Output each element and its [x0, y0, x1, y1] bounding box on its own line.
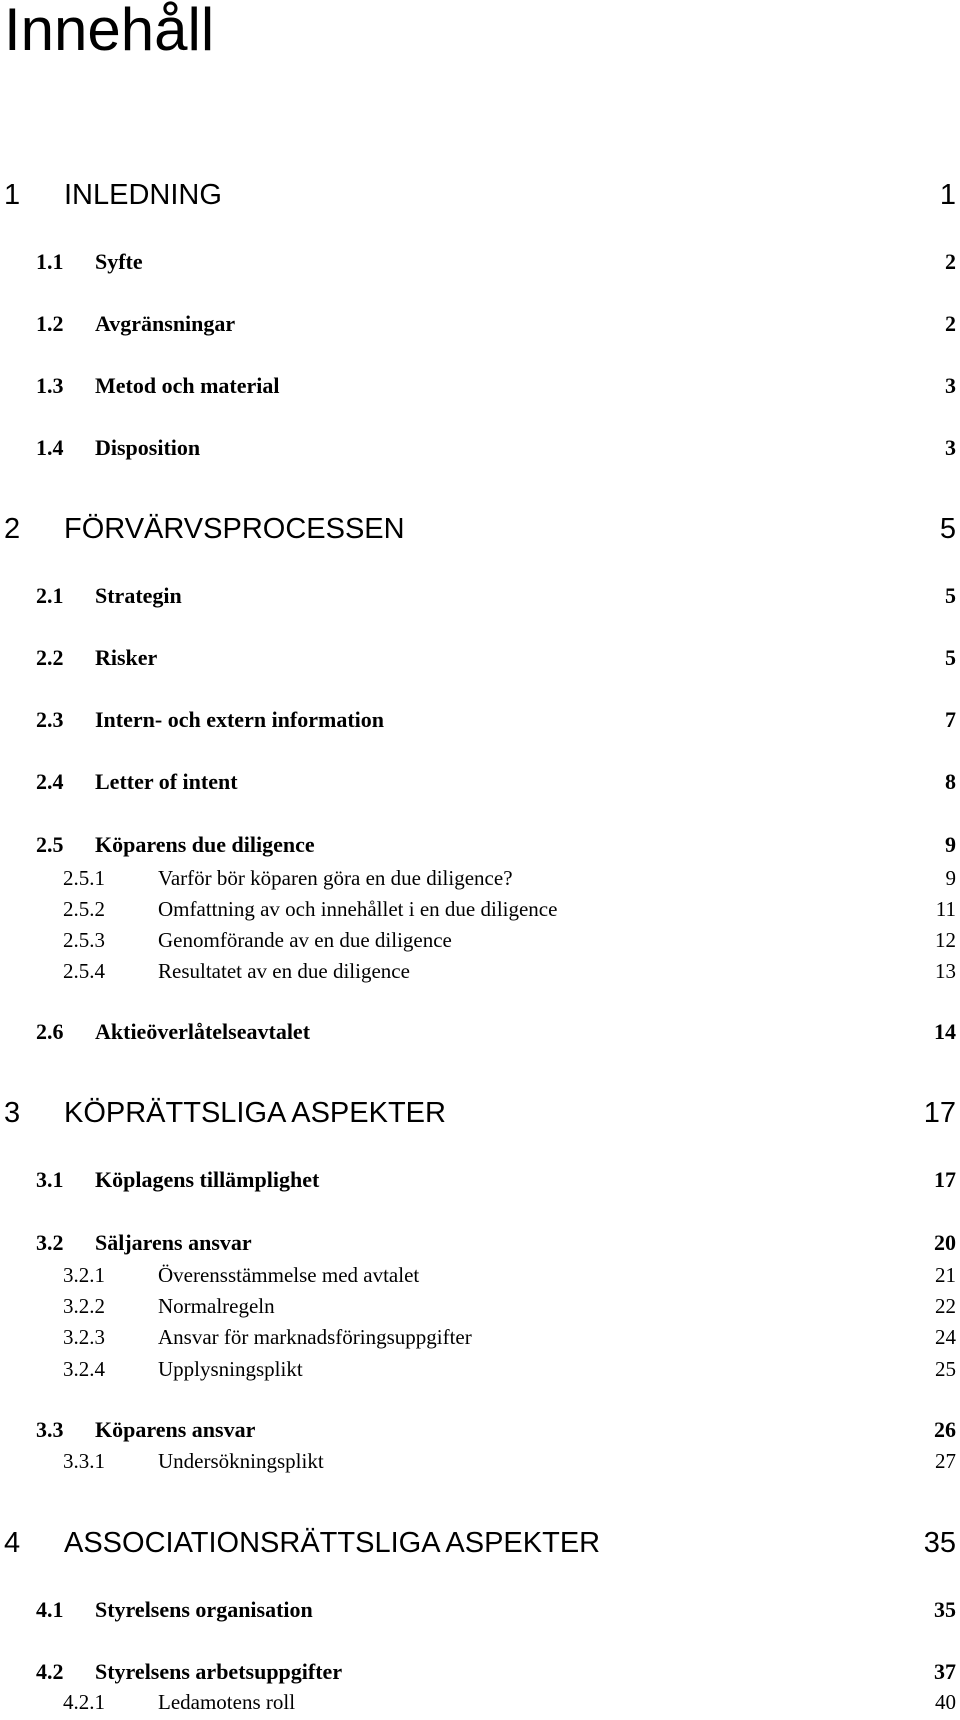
- toc-entry-number: 4.2.1: [63, 1690, 105, 1714]
- toc-entry-number: 4.2: [36, 1659, 64, 1684]
- toc-entry-page-number: 17: [923, 1097, 956, 1129]
- toc-entry-label: Genomförande av en due diligence: [158, 928, 452, 952]
- toc-entry-number: 2.5.4: [63, 959, 105, 983]
- toc-entry-level2[interactable]: [0, 702, 960, 738]
- toc-entry-page-number: 26: [934, 1417, 956, 1442]
- toc-entry-number: 3.3.1: [63, 1449, 105, 1473]
- toc-entry-number: 2.2: [36, 645, 64, 670]
- toc-entry-label: Avgränsningar: [95, 311, 236, 336]
- toc-entry-page-number: 9: [945, 866, 956, 890]
- toc-entry-level1[interactable]: [0, 1095, 960, 1131]
- toc-entry-page-number: 1: [939, 179, 956, 211]
- toc-entry-label: Köparens ansvar: [95, 1417, 256, 1442]
- toc-entry-page-number: 2: [945, 249, 956, 274]
- toc-entry-label: Upplysningsplikt: [158, 1357, 303, 1381]
- toc-entry-label: Disposition: [95, 435, 201, 460]
- toc-entry-label: Köparens due diligence: [95, 832, 315, 857]
- toc-entry-page-number: 8: [945, 769, 956, 794]
- toc-entry-number: 4.1: [36, 1597, 64, 1622]
- toc-entry-number: 2.4: [36, 769, 64, 794]
- toc-entry-page-number: 25: [935, 1357, 956, 1381]
- toc-entry-label: Resultatet av en due diligence: [158, 959, 410, 983]
- toc-entry-number: 2.5.3: [63, 928, 105, 952]
- toc-entry-label: FÖRVÄRVSPROCESSEN: [64, 513, 405, 545]
- toc-entry-label: Normalregeln: [158, 1294, 275, 1318]
- toc-entry-level2[interactable]: [0, 1014, 960, 1050]
- toc-entry-level3[interactable]: [0, 1684, 960, 1720]
- toc-entry-level2[interactable]: [0, 306, 960, 342]
- toc-entry-level2[interactable]: [0, 1162, 960, 1198]
- toc-entry-number: 2.5.2: [63, 897, 105, 921]
- toc-entry-number: 3.2.1: [63, 1263, 105, 1287]
- toc-entry-page-number: 3: [945, 373, 956, 398]
- toc-entry-number: 3.1: [36, 1167, 64, 1192]
- toc-entry-label: Köplagens tillämplighet: [95, 1167, 320, 1192]
- toc-entry-page-number: 20: [934, 1230, 956, 1255]
- toc-entry-level1[interactable]: [0, 177, 960, 213]
- toc-entry-number: 1.2: [36, 311, 64, 336]
- toc-entry-page-number: 40: [935, 1690, 956, 1714]
- toc-entry-page-number: 24: [935, 1325, 956, 1349]
- toc-entry-number: 3.2.4: [63, 1357, 105, 1381]
- toc-entry-label: Strategin: [95, 583, 182, 608]
- toc-entry-label: Omfattning av och innehållet i en due diligence: [158, 897, 558, 921]
- toc-entry-number: 2.5: [36, 832, 64, 857]
- toc-entry-page-number: 12: [935, 928, 956, 952]
- toc-entry-page-number: 21: [935, 1263, 956, 1287]
- toc-entry-page-number: 7: [945, 707, 956, 732]
- toc-entry-number: 1.1: [36, 249, 64, 274]
- page-title: Innehåll: [4, 0, 215, 63]
- toc-entry-label: Styrelsens arbetsuppgifter: [95, 1659, 343, 1684]
- toc-entry-label: Undersökningsplikt: [158, 1449, 324, 1473]
- toc-entry-page-number: 5: [945, 645, 956, 670]
- toc-entry-page-number: 17: [934, 1167, 956, 1192]
- toc-entry-page-number: 13: [935, 959, 956, 983]
- toc-entry-number: 3.3: [36, 1417, 64, 1442]
- toc-entry-page-number: 11: [935, 897, 956, 921]
- toc-entry-number: 2: [4, 513, 21, 545]
- toc-entry-page-number: 22: [935, 1294, 956, 1318]
- toc-entry-label: Intern- och extern information: [95, 707, 385, 732]
- toc-entry-page-number: 37: [934, 1659, 956, 1684]
- toc-entry-label: INLEDNING: [64, 179, 222, 211]
- toc-entry-level2[interactable]: [0, 827, 960, 863]
- toc-entry-label: Säljarens ansvar: [95, 1230, 252, 1255]
- toc-entry-page-number: 3: [945, 435, 956, 460]
- toc-entry-number: 2.5.1: [63, 866, 105, 890]
- toc-entry-level3[interactable]: [0, 1351, 960, 1387]
- toc-entry-label: Metod och material: [95, 373, 280, 398]
- toc-entry-number: 2.1: [36, 583, 64, 608]
- toc-entry-number: 3.2.2: [63, 1294, 105, 1318]
- toc-entry-page-number: 14: [934, 1019, 956, 1044]
- toc-entry-label: Aktieöverlåtelseavtalet: [95, 1019, 311, 1044]
- toc-entry-page-number: 35: [923, 1527, 956, 1559]
- toc-entry-number: 4: [4, 1527, 21, 1559]
- toc-entry-level2[interactable]: [0, 1225, 960, 1261]
- toc-entry-number: 3.2.3: [63, 1325, 105, 1349]
- toc-entry-page-number: 5: [945, 583, 956, 608]
- toc-entry-level2[interactable]: [0, 640, 960, 676]
- toc-entry-page-number: 2: [945, 311, 956, 336]
- toc-entry-number: 1.4: [36, 435, 64, 460]
- toc-entry-number: 2.6: [36, 1019, 64, 1044]
- toc-entry-label: Styrelsens organisation: [95, 1597, 313, 1622]
- toc-entry-number: 1.3: [36, 373, 64, 398]
- toc-entry-number: 1: [4, 179, 21, 211]
- toc-entry-label: Varför bör köparen göra en due diligence?: [158, 866, 513, 890]
- toc-entry-label: Syfte: [95, 249, 143, 274]
- toc-entry-number: 3: [4, 1097, 21, 1129]
- toc-entry-level3[interactable]: [0, 1319, 960, 1355]
- toc-entry-page-number: 5: [939, 513, 956, 545]
- toc-entry-label: Risker: [95, 645, 158, 670]
- toc-entry-label: Ansvar för marknadsföringsuppgifter: [158, 1325, 472, 1349]
- toc-entry-level1[interactable]: [0, 1525, 960, 1561]
- toc-entry-level3[interactable]: [0, 953, 960, 989]
- toc-entry-level3[interactable]: [0, 1443, 960, 1479]
- toc-entry-level2[interactable]: [0, 578, 960, 614]
- toc-entry-label: Överensstämmelse med avtalet: [158, 1263, 420, 1287]
- toc-entry-number: 2.3: [36, 707, 64, 732]
- toc-entry-page-number: 27: [935, 1449, 956, 1473]
- toc-entry-label: Ledamotens roll: [158, 1690, 296, 1714]
- toc-entry-number: 3.2: [36, 1230, 64, 1255]
- toc-entry-level2[interactable]: [0, 244, 960, 280]
- toc-entry-label: KÖPRÄTTSLIGA ASPEKTER: [64, 1097, 446, 1129]
- toc-entry-level2[interactable]: [0, 764, 960, 800]
- toc-entry-level2[interactable]: [0, 1592, 960, 1628]
- toc-entry-level1[interactable]: [0, 511, 960, 547]
- toc-entry-label: ASSOCIATIONSRÄTTSLIGA ASPEKTER: [64, 1527, 601, 1559]
- toc-entry-label: Letter of intent: [95, 769, 238, 794]
- toc-entry-page-number: 9: [945, 832, 956, 857]
- toc-entry-level2[interactable]: [0, 430, 960, 466]
- toc-entry-page-number: 35: [934, 1597, 956, 1622]
- toc-entry-level2[interactable]: [0, 368, 960, 404]
